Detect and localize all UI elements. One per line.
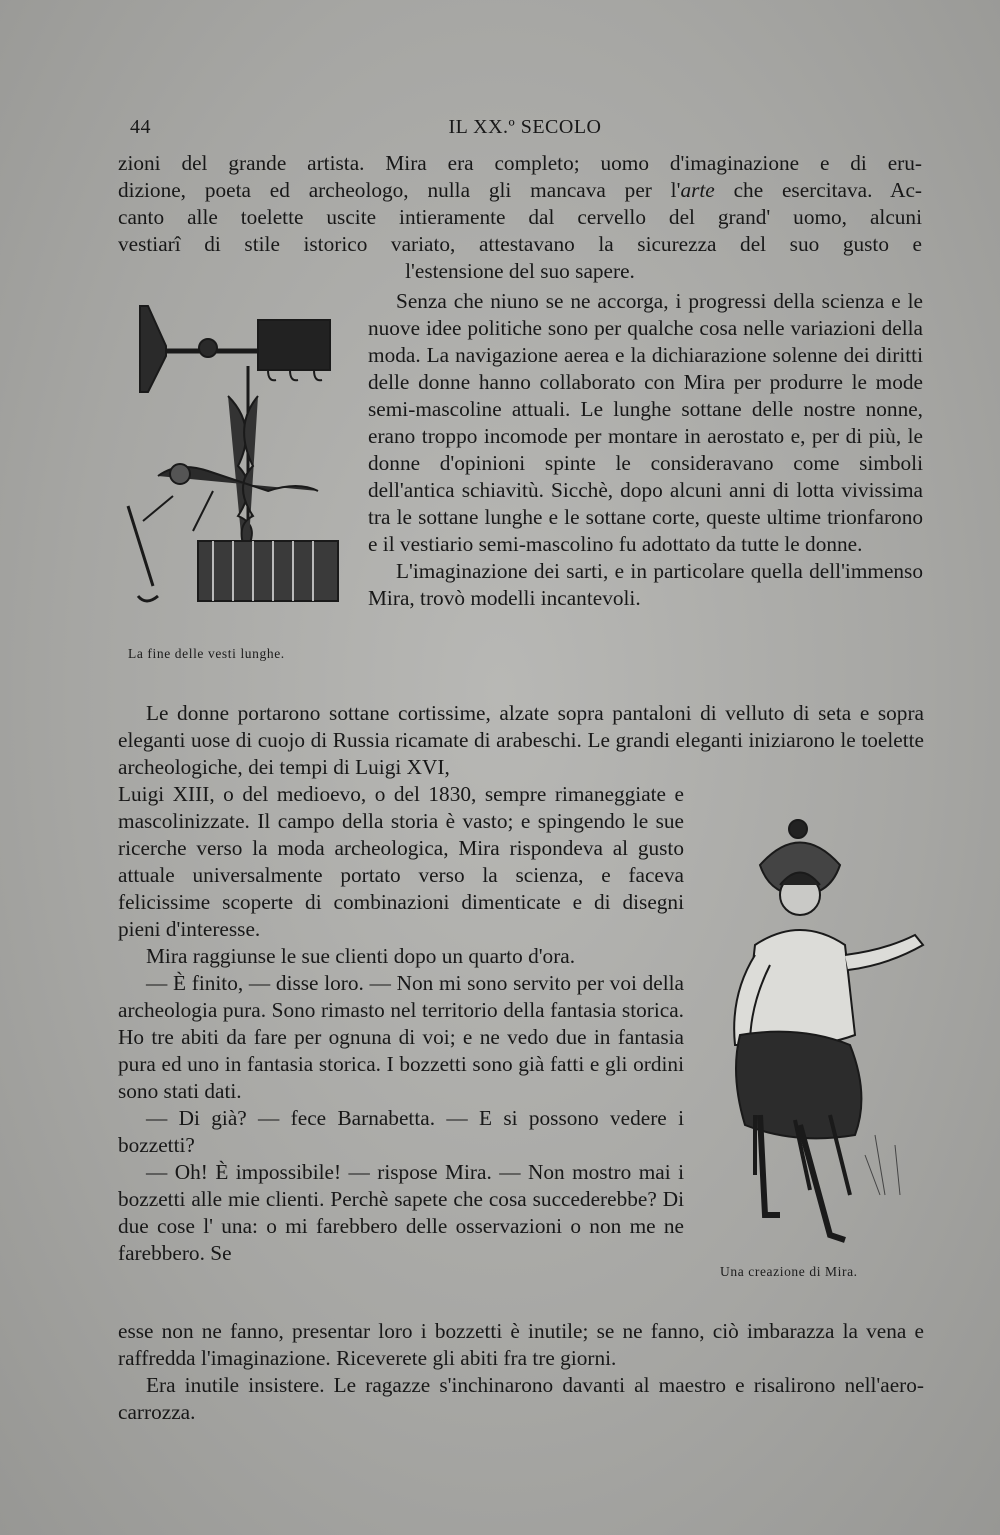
emphasis-arte: arte [680, 178, 715, 202]
text-line: zioni del grande artista. Mira era completo; uomo d'imaginazione e di eru- [118, 151, 922, 175]
paragraph: Le donne portarono sottane cortissime, alzate sopra pantaloni di velluto di seta e sopra eleganti uose di cuojo di Russia ricamate di arabeschi. Le grandi eleganti iniziarono le toelette archeologiche, dei tempi di Luigi XVI, [118, 701, 924, 779]
paragraph: esse non ne fanno, presentar loro i bozzetti è inutile; se ne fanno, ciò imbarazza la vena e raffredda l'imaginazione. Riceverete gli abiti fra tre giorni. [118, 1319, 924, 1370]
illustration-fall-of-long-skirts [118, 296, 350, 636]
text-line: canto alle toelette uscite intieramente dal cervello del grand' uomo, alcuni [118, 205, 922, 229]
paragraph: — È finito, — disse loro. — Non mi sono servito per voi della archeologia pura. Sono rimasto nel territorio della fantasia storica. Ho tre abiti da fare per ognuna di voi; e ne vedo due in fantasia pura ed uno in fantasia storica. I bozzetti sono già fatti e gli ordini sono stati dati. [118, 971, 684, 1103]
paragraph: — Oh! È impossibile! — rispose Mira. — Non mostro mai i bozzetti alle mie clienti. Perchè sapete che cosa succederebbe? Di due cose l' una: o mi farebbero delle osservazioni o non me ne farebbero. Se [118, 1160, 684, 1265]
paragraph: L'imaginazione dei sarti, e in particolare quella dell'immenso Mira, trovò modelli incantevoli. [368, 559, 923, 610]
paragraph: Senza che niuno se ne accorga, i progressi della scienza e le nuove idee politiche sono per qualche cosa nelle variazioni della moda. La navigazione aerea e la dichiarazione solenne dei diritti delle donne hanno collaborato con Mira per produrre le mode semi-mascoline attuali. Le lunghe sottane delle nostre nonne, erano troppo incomode per montare in aerostato e, per di più, le donne d'opinioni spinte le consideravano come simboli dell'antica schiavitù. Sicchè, dopo alcuni anni di lotta vivissima tra le sottane lunghe e le sottane corte, queste ultime trionfarono e il vestiario semi-mascolino fu adottato da tutte le donne. [368, 289, 923, 556]
bottom-text-block [118, 1318, 924, 1426]
paragraph: — Di già? — fece Barnabetta. — E si possono vedere i bozzetti? [118, 1106, 684, 1157]
figure-caption: Una creazione di Mira. [720, 1264, 858, 1279]
page-header [130, 116, 920, 146]
paragraph: Era inutile insistere. Le ragazze s'inchinarono davanti al maestro e risalirono nell'aero-carrozza. [118, 1373, 924, 1424]
full-width-text-block [118, 700, 924, 781]
paragraph: Luigi XIII, o del medioevo, o del 1830, sempre rimaneggiate e mascolinizzate. Il campo della storia è vasto; e spingendo le sue ricerche verso la moda archeologica, Mira rispondeva al gusto attuale universalmente portato verso la scienza, e faceva felicissime scoperte di combinazioni dimenticate e di disegni pieni d'interesse. [118, 782, 684, 941]
text-line: vestiarî di stile istorico variato, attestavano la sicurezza del suo gusto e [118, 232, 922, 256]
left-text-column [118, 781, 684, 1267]
right-text-column [368, 288, 923, 612]
illustration-mira-creation [700, 815, 930, 1255]
paragraph: Mira raggiunse le sue clienti dopo un quarto d'ora. [146, 944, 576, 968]
text-line: l'estensione del suo sapere. [405, 259, 635, 283]
top-text-block [118, 150, 922, 285]
text-line: dizione, poeta ed archeologo, nulla gli mancava per l'arte che esercitava. Ac- [118, 178, 922, 202]
running-title: IL XX.º SECOLO [448, 116, 602, 138]
page-number: 44 [130, 116, 151, 138]
figure-caption: La fine delle vesti lunghe. [128, 646, 285, 661]
